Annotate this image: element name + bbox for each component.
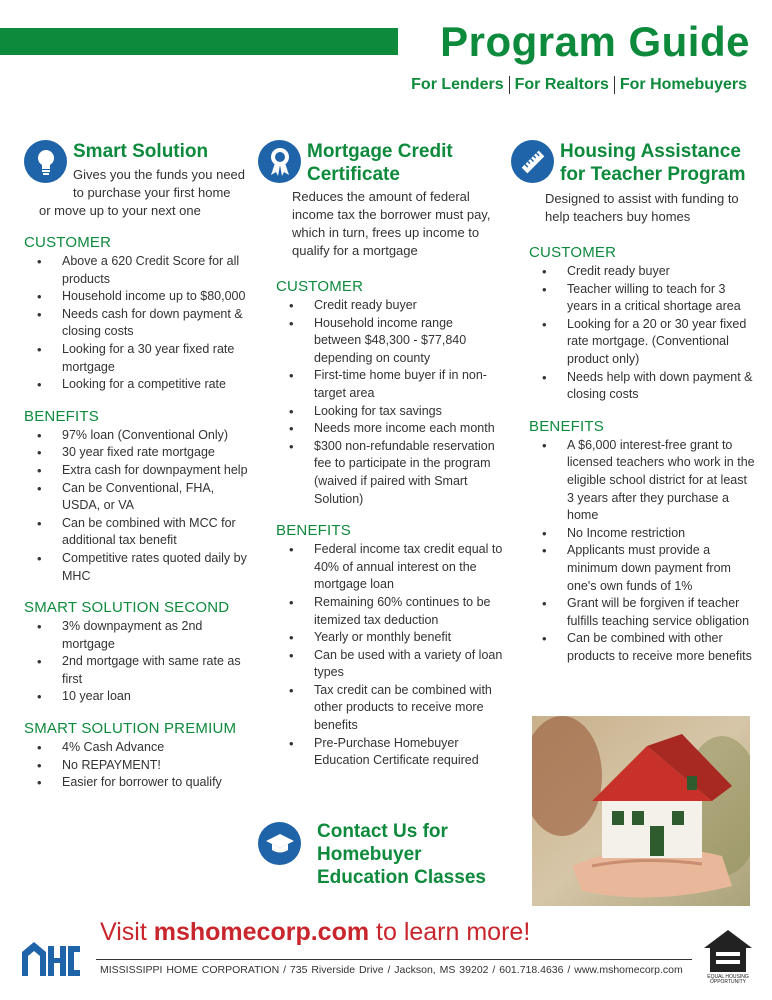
list-item: • Can be combined with other products to receive more benefits — [529, 630, 756, 665]
intro-line: or move up to your next one — [39, 203, 201, 218]
graduation-cap-icon — [258, 822, 301, 865]
teacher-header — [511, 140, 756, 186]
teacher-intro: Designed to assist with funding to help teachers buy homes — [545, 191, 739, 224]
list-item: • Competitive rates quoted daily by MHC — [24, 550, 254, 585]
mcc-column — [258, 140, 503, 770]
list-item: • Tax credit can be combined with other products to receive more benefits — [276, 682, 503, 735]
smart-solution-section-heading: SMART SOLUTION PREMIUM — [24, 720, 237, 738]
smart-solution-column — [24, 140, 254, 792]
audience-realtors: For Realtors — [514, 76, 609, 93]
list-item: • 4% Cash Advance — [24, 739, 254, 757]
mcc-section-heading: CUSTOMER — [276, 278, 364, 295]
mcc-title-line: Certificate — [307, 164, 400, 185]
teacher-title-line: Housing Assistance — [560, 141, 741, 162]
list-item: • Looking for a 30 year fixed rate mortgage — [24, 341, 254, 376]
list-item: • Household income range between $48,300 - $77,840 depending on county — [276, 315, 503, 368]
mcc-title-line: Mortgage Credit — [307, 141, 453, 162]
list-item: • Extra cash for downpayment help — [24, 462, 254, 480]
list-item: • Pre-Purchase Homebuyer Education Certificate required — [276, 735, 503, 770]
mcc-header — [258, 140, 503, 186]
award-ribbon-icon — [258, 140, 301, 183]
list-item: • $300 non-refundable reservation fee to participate in the program (waived if paired with Smart Solution) — [276, 438, 503, 508]
list-item: • Credit ready buyer — [529, 263, 756, 281]
mcc-bullet-list — [276, 541, 503, 770]
list-item: • Looking for a competitive rate — [24, 376, 254, 394]
svg-text:EQUAL HOUSING: EQUAL HOUSING — [707, 974, 749, 980]
teacher-bullet-list — [529, 263, 756, 404]
equal-housing-logo — [702, 928, 754, 989]
list-item: • Federal income tax credit equal to 40% of annual interest on the mortgage loan — [276, 541, 503, 594]
smart-solution-section-heading: SMART SOLUTION SECOND — [24, 599, 230, 617]
list-item: • Remaining 60% continues to be itemized tax deduction — [276, 594, 503, 629]
footer-contact: MISSISSIPPI HOME CORPORATION / 735 Riverside Drive / Jackson, MS 39202 / 601.718.4636 / www.mshomecorp.com — [100, 964, 683, 976]
mhc-logo — [20, 938, 82, 983]
ruler-pencil-icon — [511, 140, 554, 183]
list-item: • 97% loan (Conventional Only) — [24, 427, 254, 445]
list-item: • Needs help with down payment & closing costs — [529, 369, 756, 404]
list-item: • Yearly or monthly benefit — [276, 629, 503, 647]
visit-prefix: Visit — [100, 918, 154, 946]
footer-divider — [96, 959, 692, 960]
svg-text:OPPORTUNITY: OPPORTUNITY — [709, 979, 747, 984]
intro-line: Gives you the funds you need — [73, 167, 246, 182]
website-link[interactable]: mshomecorp.com — [153, 918, 370, 946]
list-item: • Household income up to $80,000 — [24, 288, 254, 306]
list-item: • Grant will be forgiven if teacher fulfills teaching service obligation — [529, 595, 756, 630]
teacher-section-heading: BENEFITS — [529, 417, 604, 435]
list-item: • 30 year fixed rate mortgage — [24, 444, 254, 462]
list-item: • Can be combined with MCC for additional tax benefit — [24, 515, 254, 550]
list-item: • Can be Conventional, FHA, USDA, or VA — [24, 480, 254, 515]
smart-solution-bullet-list — [24, 739, 254, 792]
smart-solution-section-heading: CUSTOMER — [24, 234, 112, 251]
list-item: • Easier for borrower to qualify — [24, 774, 254, 792]
mcc-sections — [276, 278, 503, 770]
audience-lenders: For Lenders — [411, 76, 504, 93]
list-item: • 3% downpayment as 2nd mortgage — [24, 618, 254, 653]
intro-line: to purchase your first home — [73, 185, 231, 200]
smart-solution-header — [24, 140, 254, 202]
audience-homebuyers: For Homebuyers — [619, 76, 747, 93]
audience-list — [406, 76, 752, 94]
header-green-bar — [0, 28, 398, 55]
teacher-section-heading: CUSTOMER — [529, 244, 617, 261]
contact-line: Contact Us for — [317, 821, 448, 842]
list-item: • First-time home buyer if in non-target area — [276, 367, 503, 402]
house-in-hand-photo — [532, 716, 750, 906]
list-item: • Needs cash for down payment & closing costs — [24, 306, 254, 341]
list-item: • A $6,000 interest-free grant to licensed teachers who work in the eligible school district for at least 3 years after they purchase a home — [529, 437, 756, 525]
mcc-bullet-list — [276, 297, 503, 508]
visit-suffix: to learn more! — [369, 918, 531, 946]
contact-block — [258, 820, 486, 889]
list-item: • Can be used with a variety of loan types — [276, 647, 503, 682]
list-item: • Looking for a 20 or 30 year fixed rate mortgage. (Conventional product only) — [529, 316, 756, 369]
contact-line: Homebuyer — [317, 844, 422, 865]
smart-solution-sections — [24, 234, 254, 792]
teacher-bullet-list — [529, 437, 756, 666]
list-item: • Looking for tax savings — [276, 403, 503, 421]
contact-line: Education Classes — [317, 867, 486, 888]
page-title: Program Guide — [440, 18, 750, 65]
list-item: • Applicants must provide a minimum down payment from one's own funds of 1% — [529, 542, 756, 595]
teacher-column — [511, 140, 756, 665]
list-item: • Needs more income each month — [276, 420, 503, 438]
list-item: • Credit ready buyer — [276, 297, 503, 315]
mcc-section-heading: BENEFITS — [276, 522, 351, 540]
list-item: • Above a 620 Credit Score for all products — [24, 253, 254, 288]
teacher-title-line: for Teacher Program — [560, 164, 746, 185]
visit-line — [100, 918, 530, 947]
smart-solution-title: Smart Solution — [73, 141, 209, 162]
lightbulb-icon — [24, 140, 67, 183]
smart-solution-bullet-list — [24, 253, 254, 394]
teacher-sections — [529, 244, 756, 665]
smart-solution-bullet-list — [24, 427, 254, 585]
list-item: • Teacher willing to teach for 3 years in a critical shortage area — [529, 281, 756, 316]
mcc-intro: Reduces the amount of federal income tax the borrower must pay, which in turn, frees up income to qualify for a mortgage — [292, 189, 491, 258]
list-item: • No Income restriction — [529, 525, 756, 543]
smart-solution-section-heading: BENEFITS — [24, 407, 99, 425]
list-item: • 2nd mortgage with same rate as first — [24, 653, 254, 688]
list-item: • No REPAYMENT! — [24, 757, 254, 775]
list-item: • 10 year loan — [24, 688, 254, 706]
smart-solution-bullet-list — [24, 618, 254, 706]
